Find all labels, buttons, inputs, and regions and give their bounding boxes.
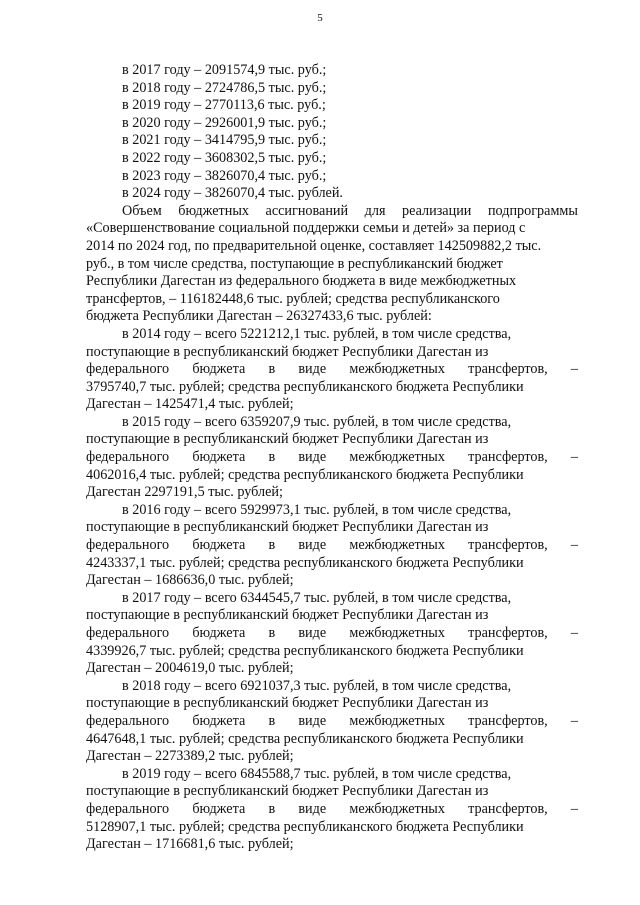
year-paragraph-line-1: в 2019 году – всего 6845588,7 тыс. рублей, в том числе средства, (122, 765, 512, 782)
year-paragraph-line-5: Дагестан – 1425471,4 тыс. рублей; (86, 396, 294, 413)
year-paragraph-line-4: 4243337,1 тыс. рублей; средства республиканского бюджета Республики (86, 554, 524, 571)
year-paragraph-2017 (86, 590, 578, 678)
word: межбюджетных (349, 712, 445, 729)
summary-line-4: руб., в том числе средства, поступающие в республиканский бюджет (86, 255, 503, 272)
word: трансфертов, (468, 449, 548, 466)
word: виде (298, 361, 327, 378)
word: виде (298, 537, 327, 554)
word: – (570, 449, 578, 466)
year-paragraph-line-4: 4647648,1 тыс. рублей; средства республиканского бюджета Республики (86, 730, 524, 747)
word: межбюджетных (349, 361, 445, 378)
year-paragraph-line-5: Дагестан – 2004619,0 тыс. рублей; (86, 660, 294, 677)
word: бюджетных (178, 202, 249, 219)
year-paragraph-line-5: Дагестан – 1686636,0 тыс. рублей; (86, 572, 294, 589)
word: межбюджетных (349, 449, 445, 466)
word: трансфертов, (468, 712, 548, 729)
word: межбюджетных (349, 800, 445, 817)
year-paragraph-line-2: поступающие в республиканский бюджет Республики Дагестан из (86, 519, 489, 536)
year-list (86, 62, 578, 203)
word: виде (298, 449, 327, 466)
summary-line-6: трансфертов, – 116182448,6 тыс. рублей; средства республиканского (86, 290, 500, 307)
word: федерального (86, 712, 170, 729)
year-paragraph-2014 (86, 326, 578, 414)
year-paragraph-line-3 (86, 801, 578, 819)
word: в (268, 537, 276, 554)
word: федерального (86, 800, 170, 817)
word: в (268, 449, 276, 466)
year-paragraph-line-1: в 2018 году – всего 6921037,3 тыс. рублей, в том числе средства, (122, 677, 512, 694)
year-paragraph-2015 (86, 414, 578, 502)
year-line: в 2018 году – 2724786,5 тыс. руб.; (122, 79, 327, 96)
year-paragraph-line-3 (86, 449, 578, 467)
word: ассигнований (265, 202, 349, 219)
page-number: 5 (317, 12, 323, 24)
year-paragraph-line-3 (86, 625, 578, 643)
year-paragraph-line-5: Дагестан – 2273389,2 тыс. рублей; (86, 748, 294, 765)
summary-paragraph (86, 203, 578, 326)
year-line: в 2017 году – 2091574,9 тыс. руб.; (122, 62, 327, 78)
word: федерального (86, 449, 170, 466)
word: в (268, 361, 276, 378)
year-paragraph-line-4: 3795740,7 тыс. рублей; средства республиканского бюджета Республики (86, 378, 524, 395)
word: виде (298, 800, 327, 817)
word: в (268, 625, 276, 641)
word: виде (298, 712, 327, 729)
year-paragraph-line-3 (86, 713, 578, 731)
year-paragraph-line-5: Дагестан 2297191,5 тыс. рублей; (86, 484, 283, 501)
year-paragraph-2016 (86, 502, 578, 590)
word: бюджета (192, 537, 246, 554)
word: бюджета (192, 712, 246, 729)
year-paragraph-line-2: поступающие в республиканский бюджет Республики Дагестан из (86, 431, 489, 448)
year-line: в 2019 году – 2770113,6 тыс. руб.; (122, 97, 326, 114)
summary-line-2: «Совершенствование социальной поддержки семьи и детей» за период с (86, 220, 526, 237)
word: для (364, 202, 386, 219)
summary-line-1 (86, 203, 578, 221)
year-line: в 2020 году – 2926001,9 тыс. руб.; (122, 114, 327, 131)
word: виде (298, 625, 327, 641)
word: федерального (86, 537, 170, 554)
year-paragraph-line-4: 4339926,7 тыс. рублей; средства республиканского бюджета Республики (86, 642, 524, 659)
year-paragraph-line-5: Дагестан – 1716681,6 тыс. рублей; (86, 836, 294, 853)
word: бюджета (192, 800, 246, 817)
year-paragraph-line-1: в 2017 году – всего 6344545,7 тыс. рублей, в том числе средства, (122, 589, 512, 606)
word: – (570, 712, 578, 729)
word: межбюджетных (349, 625, 445, 641)
word: бюджета (192, 449, 246, 466)
word: в (268, 712, 276, 729)
word: – (570, 800, 578, 817)
word: подпрограммы (487, 202, 578, 219)
word: трансфертов, (468, 537, 548, 554)
word: в (268, 800, 276, 817)
year-line: в 2024 году – 3826070,4 тыс. рублей. (122, 185, 343, 202)
year-paragraph-line-4: 4062016,4 тыс. рублей; средства республиканского бюджета Республики (86, 466, 524, 483)
year-paragraph-line-4: 5128907,1 тыс. рублей; средства республиканского бюджета Республики (86, 818, 524, 835)
year-line: в 2022 году – 3608302,5 тыс. руб.; (122, 149, 327, 166)
year-line: в 2021 году – 3414795,9 тыс. руб.; (122, 132, 327, 149)
word: трансфертов, (468, 800, 548, 817)
year-paragraph-line-1: в 2014 году – всего 5221212,1 тыс. рублей, в том числе средства, (122, 325, 512, 342)
word: – (570, 625, 578, 641)
document-body (86, 62, 578, 854)
year-paragraph-line-3 (86, 537, 578, 555)
word: реализации (402, 202, 472, 219)
word: федерального (86, 625, 170, 641)
word: трансфертов, (468, 361, 548, 378)
word: – (570, 361, 578, 378)
year-paragraph-line-2: поступающие в республиканский бюджет Республики Дагестан из (86, 607, 489, 624)
summary-line-7: бюджета Республики Дагестан – 26327433,6 тыс. рублей: (86, 308, 432, 325)
word: трансфертов, (468, 625, 548, 641)
year-paragraph-line-3 (86, 361, 578, 379)
word: федерального (86, 361, 170, 378)
year-paragraph-line-2: поступающие в республиканский бюджет Республики Дагестан из (86, 783, 489, 800)
year-paragraph-line-1: в 2016 году – всего 5929973,1 тыс. рублей, в том числе средства, (122, 501, 512, 518)
word: бюджета (192, 625, 246, 641)
summary-line-3: 2014 по 2024 год, по предварительной оценке, составляет 142509882,2 тыс. (86, 237, 542, 254)
word: межбюджетных (349, 537, 445, 554)
year-paragraph-2019 (86, 766, 578, 854)
word: бюджета (192, 361, 246, 378)
summary-line-5: Республики Дагестан из федерального бюджета в виде межбюджетных (86, 273, 517, 290)
year-paragraph-line-2: поступающие в республиканский бюджет Республики Дагестан из (86, 695, 489, 712)
year-paragraph-2018 (86, 678, 578, 766)
word: Объем (122, 202, 162, 219)
year-paragraph-line-1: в 2015 году – всего 6359207,9 тыс. рублей, в том числе средства, (122, 413, 512, 430)
word: – (570, 537, 578, 554)
year-paragraph-line-2: поступающие в республиканский бюджет Республики Дагестан из (86, 343, 489, 360)
year-line: в 2023 году – 3826070,4 тыс. руб.; (122, 167, 327, 184)
